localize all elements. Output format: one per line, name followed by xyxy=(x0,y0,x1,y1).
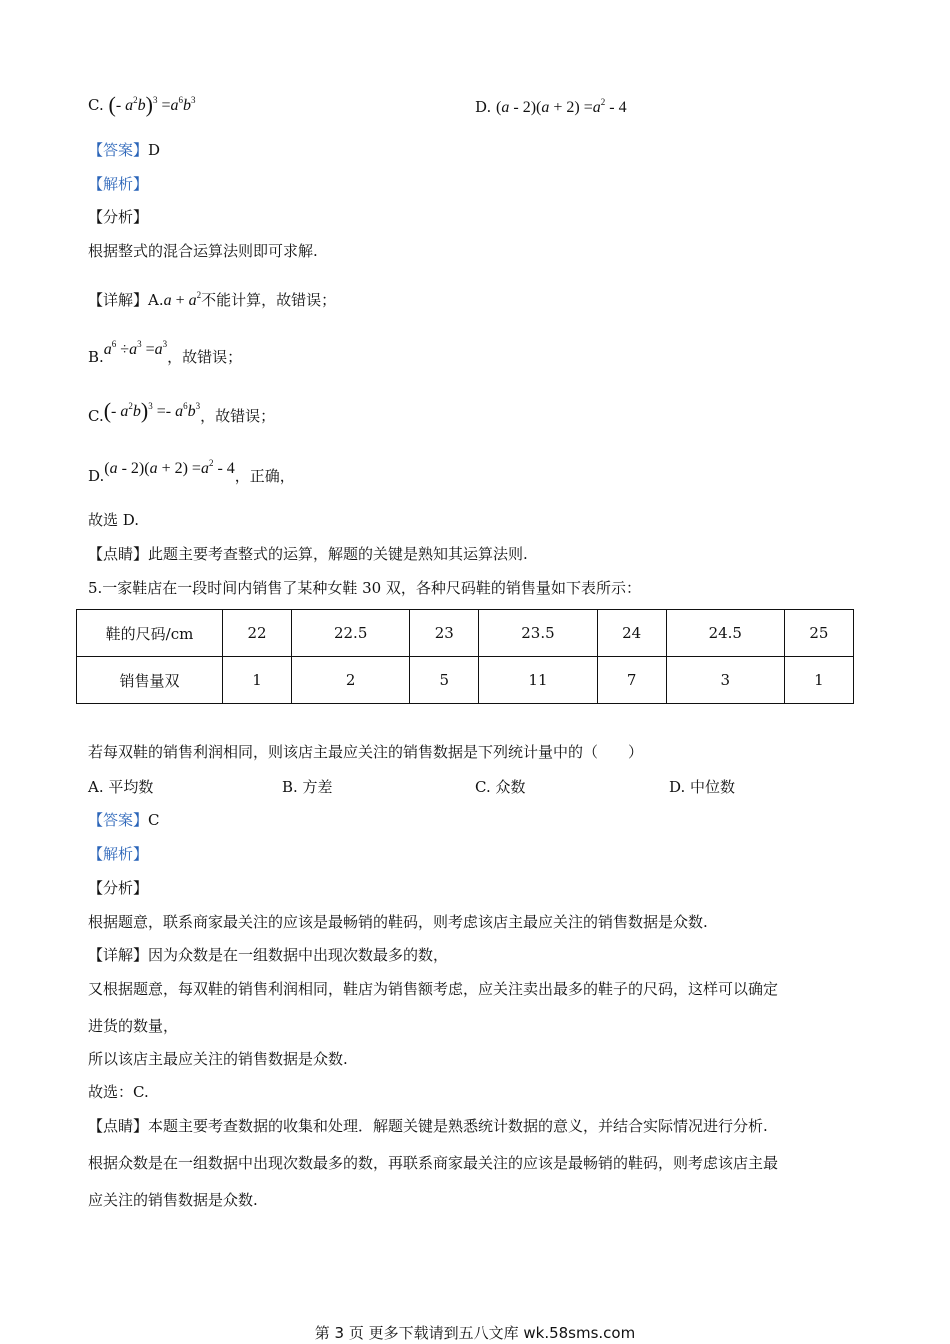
table-cell: 3 xyxy=(666,657,784,704)
table-cell: 1 xyxy=(784,657,853,704)
q5-comment-line3: 应关注的销售数据是众数. xyxy=(88,1191,258,1209)
q4-detail-d-math: $(a - 2)(a + 2) =a^2 - 4$ xyxy=(104,458,235,477)
table-header-count: 销售量双 xyxy=(77,657,223,704)
q4-detail-c: C.(- $a^2b)^3 =- a^6b^3$，故错误； xyxy=(88,398,276,425)
q5-option-d: D. 中位数 xyxy=(669,778,736,796)
q4-option-c-math: (- $a^2b)^3 =a^6b^3$ xyxy=(108,92,196,117)
q4-answer: 【答案】D xyxy=(88,141,161,159)
q5-option-b: B. 方差 xyxy=(282,778,333,796)
q4-detail-b-math: $a^6 \div a^3 =a^3$ xyxy=(103,339,168,358)
shoe-size-table xyxy=(76,609,854,704)
q4-fenxi-tag: 【分析】 xyxy=(88,208,149,226)
table-cell: 24 xyxy=(597,610,666,657)
q5-answer: 【答案】C xyxy=(88,811,160,829)
q5-option-c: C. 众数 xyxy=(475,778,526,796)
table-cell: 11 xyxy=(479,657,597,704)
q4-analysis-tag: 【解析】 xyxy=(88,175,149,193)
q4-comment: 【点睛】此题主要考查整式的运算，解题的关键是熟知其运算法则. xyxy=(88,545,528,563)
q4-choose: 故选 D. xyxy=(88,511,140,529)
q4-detail-d: $D.(a - 2)(a + 2) =a^2 - 4$，正确， xyxy=(88,458,295,485)
table-cell: 24.5 xyxy=(666,610,784,657)
table-row xyxy=(77,610,854,657)
table-cell: 7 xyxy=(597,657,666,704)
page-footer: 第 3 页 更多下载请到五八文库 wk.58sms.com xyxy=(314,1324,636,1342)
q5-question: 若每双鞋的销售利润相同，则该店主最应关注的销售数据是下列统计量中的（ ） xyxy=(88,743,644,761)
table-cell: 23.5 xyxy=(479,610,597,657)
q4-fenxi-text: 根据整式的混合运算法则即可求解. xyxy=(88,242,318,260)
q5-detail-line4: 所以该店主最应关注的销售数据是众数. xyxy=(88,1050,348,1068)
table-cell: 23 xyxy=(410,610,479,657)
table-row xyxy=(77,657,854,704)
table-cell: 1 xyxy=(223,657,292,704)
q5-option-a: A. 平均数 xyxy=(88,778,154,796)
q4-option-d: D. $(a - 2)(a + 2) =a^2 - 4$ xyxy=(475,97,627,116)
table-cell: 22.5 xyxy=(292,610,410,657)
q5-fenxi-tag: 【分析】 xyxy=(88,879,149,897)
q4-option-d-math: $(a - 2)(a + 2) =a^2 - 4$ xyxy=(496,97,627,116)
table-header-size: 鞋的尺码/cm xyxy=(77,610,223,657)
q5-choose: 故选：C. xyxy=(88,1083,149,1101)
q5-detail-line3: 进货的数量， xyxy=(88,1017,179,1035)
q5-comment: 【点睛】本题主要考查数据的收集和处理．解题关键是熟悉统计数据的意义，并结合实际情况进行分析. xyxy=(88,1117,768,1135)
table-cell: 25 xyxy=(784,610,853,657)
q5-detail-line2: 又根据题意，每双鞋的销售利润相同，鞋店为销售额考虑，应关注卖出最多的鞋子的尺码，这样可以确定 xyxy=(88,980,779,998)
q5-analysis-tag: 【解析】 xyxy=(88,845,149,863)
table-cell: 22 xyxy=(223,610,292,657)
table-cell: 5 xyxy=(410,657,479,704)
q4-detail-b: $B.a^6 \div a^3 =a^3$，故错误； xyxy=(88,339,243,366)
q5-comment-line2: 根据众数是在一组数据中出现次数最多的数，再联系商家最关注的应该是最畅销的鞋码，则考虑该店主最 xyxy=(88,1154,779,1172)
q5-stem: 5.一家鞋店在一段时间内销售了某种女鞋 30 双，各种尺码鞋的销售量如下表所示： xyxy=(88,579,641,597)
q4-detail-a: 【详解】$A.a + a^2$不能计算，故错误； xyxy=(88,290,337,309)
q4-detail-c-math: (- $a^2b)^3 =- a^6b^3$ xyxy=(103,398,201,423)
q5-detail: 【详解】因为众数是在一组数据中出现次数最多的数， xyxy=(88,946,449,964)
q4-option-c: C. (- $a^2b)^3 =a^6b^3$ xyxy=(88,92,196,117)
q4-detail-a-math: $a + a^2$ xyxy=(163,290,202,309)
table-cell: 2 xyxy=(292,657,410,704)
q5-fenxi-text: 根据题意，联系商家最关注的应该是最畅销的鞋码，则考虑该店主最应关注的销售数据是众数. xyxy=(88,913,708,931)
